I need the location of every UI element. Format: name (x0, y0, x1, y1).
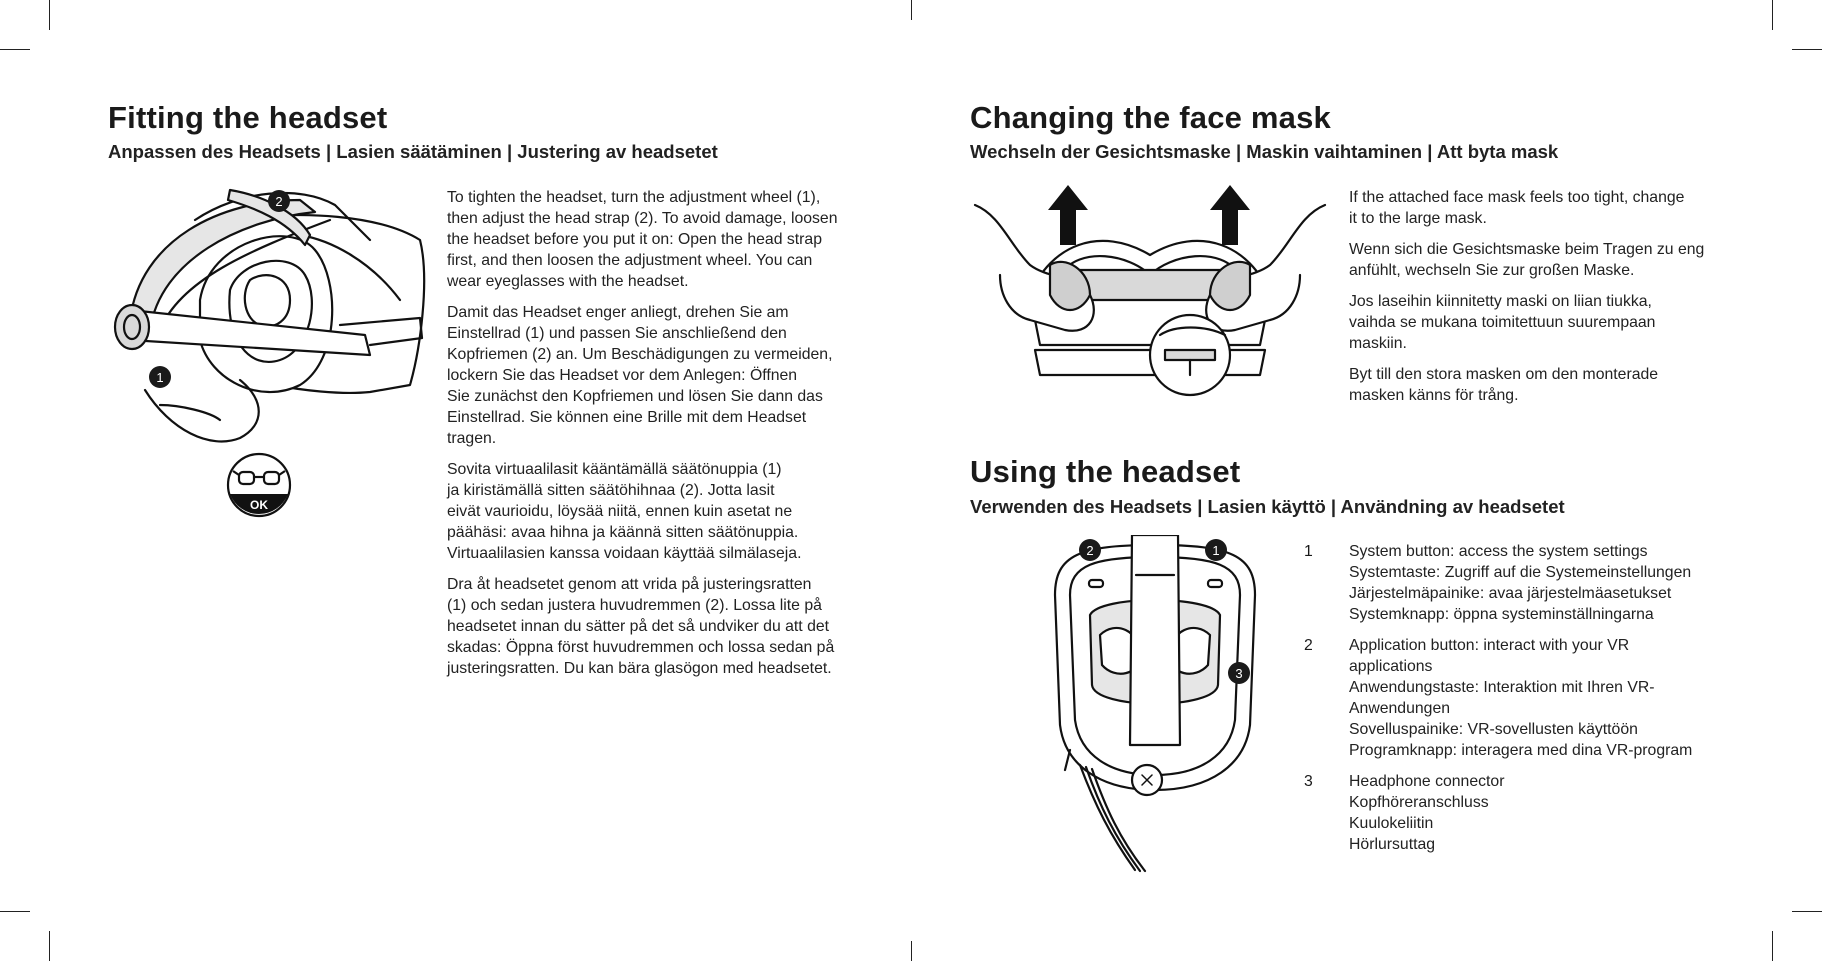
using-list (1304, 541, 1784, 865)
list-item-text: Headphone connector Kopfhöreranschluss Kuulokeliitin Hörlursuttag (1349, 773, 1505, 853)
mask-title: Changing the face mask (970, 100, 1331, 135)
using-subtitle: Verwenden des Headsets | Lasien käyttö | Användning av headsetet (970, 496, 1565, 517)
list-item (1304, 635, 1784, 761)
fitting-subtitle: Anpassen des Headsets | Lasien säätäminen | Justering av headsetet (108, 141, 718, 162)
eyeglasses-ok-badge (226, 452, 292, 518)
using-title: Using the headset (970, 454, 1241, 489)
crop-mark (0, 911, 30, 912)
fitting-para-de: Damit das Headset enger anliegt, drehen Sie am Einstellrad (1) und passen Sie anschließend den Kopfriemen (2) an. Um Beschädigungen zu vermeiden, lockern Sie das Headset vor dem Anlegen: Öffnen Sie zunächst den Kopfriemen und lösen Sie dann das Einstellrad. Sie können eine Brille mit dem Headset tragen. (447, 304, 833, 447)
callout-1: 1 (156, 370, 164, 385)
mask-para-en: If the attached face mask feels too tight, change it to the large mask. (1349, 189, 1685, 227)
list-item-text: Application button: interact with your VR applications Anwendungstaste: Interaktion mit Ihren VR- Anwendungen Sovelluspainike: VR-sovellusten käyttöön Programknapp: interagera med dina VR-program (1349, 637, 1693, 759)
list-item-number: 2 (1304, 637, 1313, 654)
crop-mark (49, 931, 50, 961)
list-item (1304, 771, 1784, 855)
list-item-text: System button: access the system settings Systemtaste: Zugriff auf die Systemeinstellungen Järjestelmäpainike: avaa järjestelmäasetukset Systemknapp: öppna systeminställningarna (1349, 543, 1692, 623)
crop-mark (1792, 49, 1822, 50)
callout-2: 2 (275, 194, 283, 209)
fitting-para-en: To tighten the headset, turn the adjustment wheel (1), then adjust the head strap (2). To avoid damage, loosen the headset before you put it on: Open the head strap first, and then loosen the adjustment wheel. You can wear eyeglasses with the headset. (447, 189, 838, 290)
headset-front-illustration (1040, 535, 1270, 880)
crop-mark (1772, 0, 1773, 30)
crop-mark (49, 0, 50, 30)
crop-mark (911, 941, 912, 961)
fitting-title: Fitting the headset (108, 100, 388, 135)
fitting-para-sv: Dra åt headsetet genom att vrida på justeringsratten (1) och sedan justera huvudremmen (2). Lossa lite på headsetet innan du sätter på det så undviker du att det skadas: Öppna först huvudremmen och lossa sedan på justeringsratten. Du kan bära glasögon med headsetet. (447, 576, 835, 677)
fitting-para-fi: Sovita virtuaalilasit kääntämällä säätönuppia (1) ja kiristämällä sitten säätöhihnaa (2). Jotta lasit eivät vaurioidu, löysää niitä, ennen kuin asetat ne päähäsi: avaa hihna ja käännä sitten säätönuppia. Virtuaalilasien kanssa voidaan käyttää silmälaseja. (447, 461, 802, 562)
crop-mark (911, 0, 912, 20)
crop-mark (1792, 911, 1822, 912)
callout-headphone: 3 (1235, 666, 1243, 681)
ok-badge-label: OK (250, 498, 268, 512)
mask-para-de: Wenn sich die Gesichtsmaske beim Tragen zu eng anfühlt, wechseln Sie zur großen Maske. (1349, 241, 1705, 279)
callout-system-button: 1 (1212, 543, 1220, 558)
face-mask-illustration (970, 185, 1330, 405)
list-item-number: 1 (1304, 543, 1313, 560)
mask-subtitle: Wechseln der Gesichtsmaske | Maskin vaihtaminen | Att byta mask (970, 141, 1559, 162)
callout-app-button: 2 (1086, 543, 1094, 558)
mask-para-sv: Byt till den stora masken om den monterade masken känns för trång. (1349, 366, 1659, 404)
list-item-number: 3 (1304, 773, 1313, 790)
crop-mark (1772, 931, 1773, 961)
mask-text-column (1349, 187, 1769, 416)
list-item (1304, 541, 1784, 625)
crop-mark (0, 49, 30, 50)
fitting-text-column (447, 187, 867, 689)
mask-para-fi: Jos laseihin kiinnitetty maski on liian tiukka, vaihda se mukana toimitettuun suurempaan maskiin. (1349, 293, 1656, 352)
